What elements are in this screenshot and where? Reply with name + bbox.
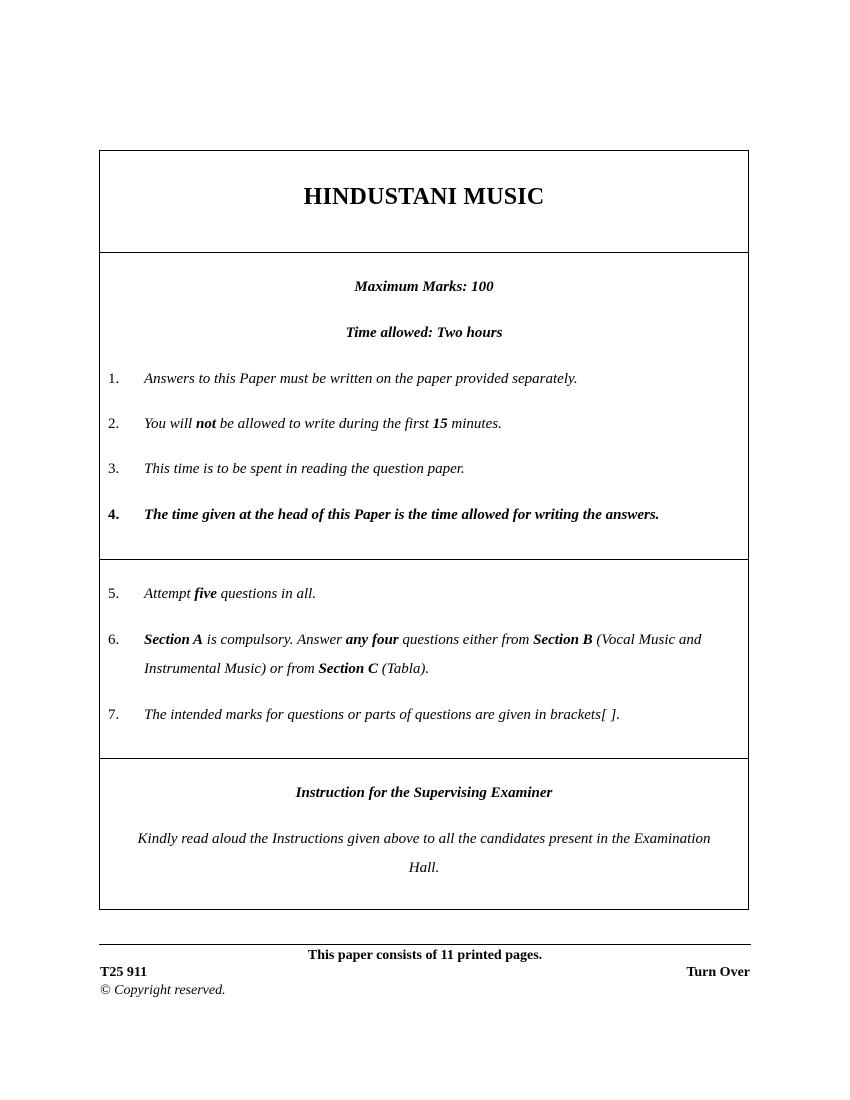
instruction-text: This time is to be spent in reading the question paper. — [144, 461, 465, 477]
instruction-number: 1. — [108, 371, 120, 387]
supervisor-text: Kindly read aloud the Instructions given above to all the candidates present in the Examination Hall. — [137, 831, 711, 876]
supervisor-section — [100, 759, 748, 909]
turn-over: Turn Over — [686, 965, 750, 980]
instruction-item — [108, 701, 742, 730]
instruction-item — [108, 410, 742, 439]
footer-divider — [99, 944, 751, 945]
paper-code: T25 911 — [100, 965, 148, 980]
instruction-text: The time given at the head of this Paper is the time allowed for writing the answers. — [144, 507, 660, 523]
maximum-marks: Maximum Marks: 100 — [354, 279, 494, 295]
instruction-item — [108, 501, 742, 530]
instruction-number: 5. — [108, 586, 120, 602]
instruction-text: The intended marks for questions or parts of questions are given in brackets[ ]. — [144, 707, 621, 723]
instruction-box — [99, 150, 749, 910]
instruction-text: You will not be allowed to write during the first 15 minutes. — [144, 416, 502, 432]
instruction-text: Section A is compulsory. Answer any four questions either from Section B (Vocal Music and Instrumental Music) or from Section C (Tabla). — [144, 632, 702, 677]
instruction-text: Attempt five questions in all. — [144, 586, 317, 602]
title-section — [100, 151, 748, 253]
instruction-number: 6. — [108, 632, 120, 648]
copyright: © Copyright reserved. — [100, 983, 226, 998]
instruction-item — [108, 626, 742, 684]
supervisor-heading: Instruction for the Supervising Examiner — [295, 785, 553, 801]
instruction-text: Answers to this Paper must be written on the paper provided separately. — [144, 371, 578, 387]
instruction-number: 2. — [108, 416, 120, 432]
instruction-number: 3. — [108, 461, 120, 477]
answer-instructions-section — [100, 560, 748, 759]
instruction-number: 4. — [108, 507, 120, 523]
paper-title: HINDUSTANI MUSIC — [303, 184, 545, 210]
instruction-item — [108, 365, 742, 394]
time-allowed: Time allowed: Two hours — [345, 325, 503, 341]
instruction-item — [108, 580, 742, 609]
page-count: This paper consists of 11 printed pages. — [307, 948, 543, 963]
general-instructions-section — [100, 253, 748, 560]
instruction-item — [108, 455, 742, 484]
instruction-number: 7. — [108, 707, 120, 723]
